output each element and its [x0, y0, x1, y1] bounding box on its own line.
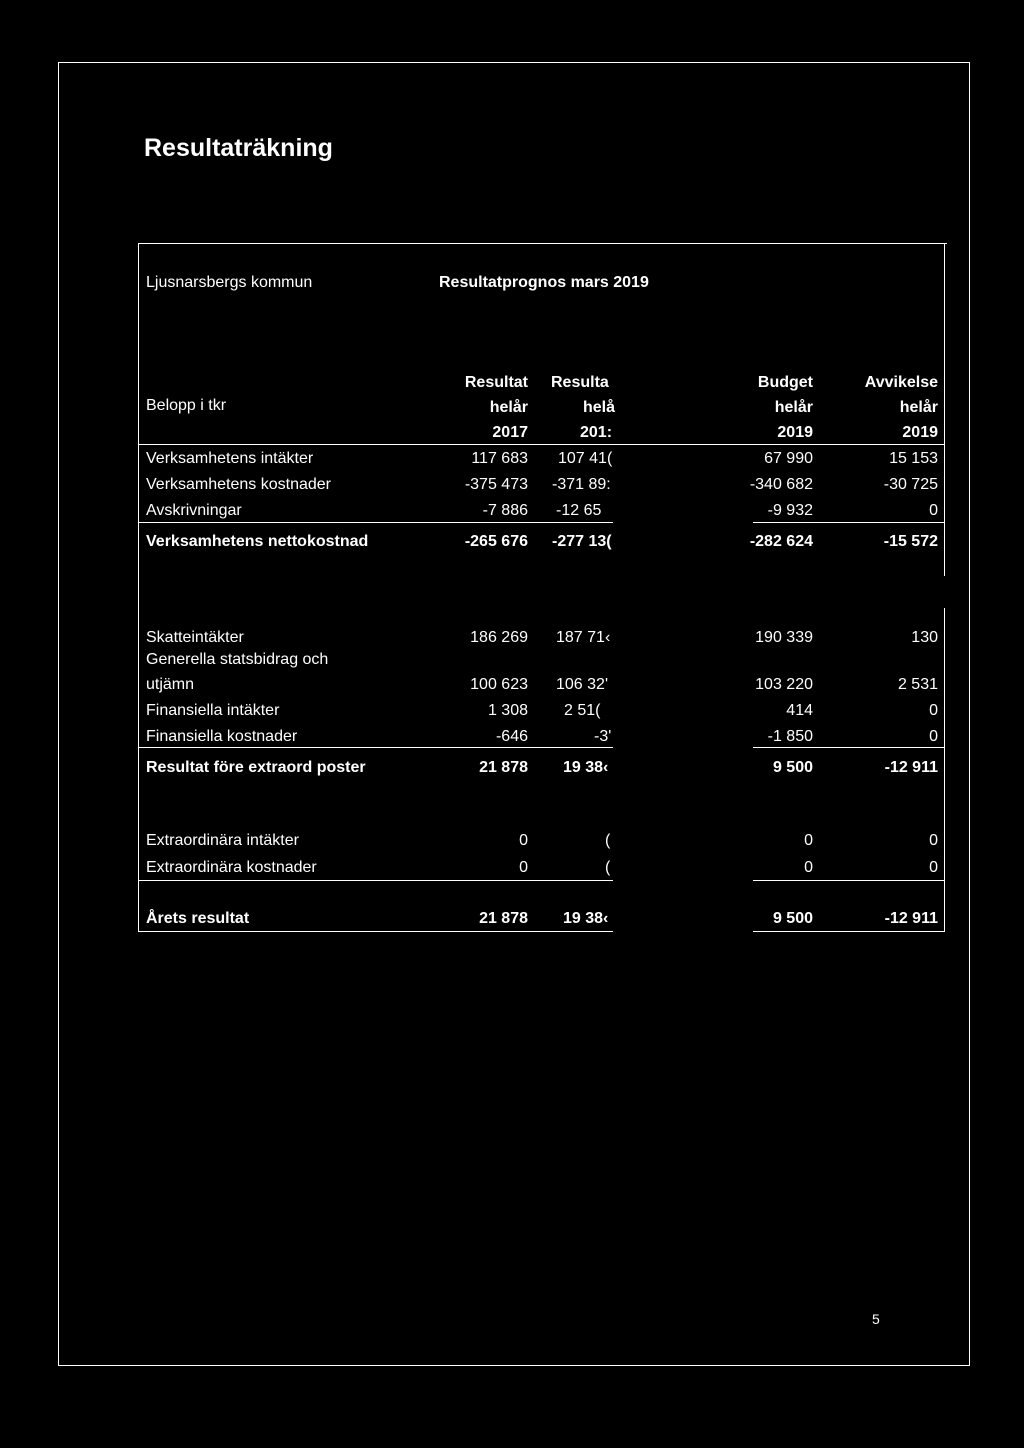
row-label: Verksamhetens kostnader	[146, 476, 331, 493]
cell-budget: -282 624	[749, 533, 813, 550]
subtotal-line-right	[753, 522, 945, 523]
cell-budget: 9 500	[772, 759, 813, 776]
col-header-result-2017-l2: helår	[489, 399, 528, 416]
col-header-result-2018-l3: 201:	[580, 424, 613, 441]
cell-2018: (	[605, 832, 611, 849]
cell-2017: 0	[519, 832, 528, 849]
municipality-name: Ljusnarsbergs kommun	[146, 274, 313, 291]
cell-2017: 186 269	[470, 629, 528, 646]
subtotal-line-right	[753, 880, 945, 881]
cell-budget: 9 500	[772, 910, 813, 927]
cell-budget: 0	[804, 832, 813, 849]
cell-deviation: -15 572	[883, 533, 938, 550]
row-label: Extraordinära kostnader	[146, 859, 317, 876]
col-header-result-2017-l3: 2017	[492, 424, 528, 441]
cell-2017: 117 683	[471, 450, 528, 467]
cell-deviation: 15 153	[889, 450, 938, 467]
subtotal-line-left	[138, 880, 613, 881]
cell-2017: -7 886	[482, 502, 528, 519]
page-number: 5	[872, 1311, 880, 1327]
subtotal-line-left	[138, 747, 613, 748]
col-header-result-2018-l1: Resulta	[551, 374, 609, 391]
row-label: Resultat före extraord poster	[146, 759, 366, 776]
cell-2017: 1 308	[487, 702, 528, 719]
cell-2018: 107 41(	[558, 450, 613, 467]
report-title: Resultatprognos mars 2019	[439, 274, 649, 291]
cell-budget: 414	[786, 702, 813, 719]
cell-2018: 2 51(	[564, 702, 601, 719]
subtotal-line-left	[138, 522, 613, 523]
table-right-border	[944, 243, 945, 576]
row-label-line1: Generella statsbidrag och	[146, 651, 329, 668]
cell-2018: -371 89:	[552, 476, 611, 493]
col-header-budget-l3: 2019	[777, 424, 813, 441]
cell-budget: -1 850	[767, 728, 813, 745]
cell-2018: 19 38‹	[563, 910, 609, 927]
table-right-border-lower	[944, 608, 945, 932]
cell-budget: 103 220	[755, 676, 813, 693]
cell-2017: 21 878	[479, 759, 528, 776]
row-header-amount: Belopp i tkr	[146, 397, 227, 414]
cell-deviation: 0	[929, 702, 938, 719]
cell-deviation: 2 531	[897, 676, 938, 693]
cell-2018: -12 65	[556, 502, 602, 519]
cell-deviation: 130	[911, 629, 938, 646]
cell-2018: -277 13(	[552, 533, 612, 550]
row-label: Verksamhetens intäkter	[146, 450, 314, 467]
cell-2017: 0	[519, 859, 528, 876]
cell-deviation: 0	[929, 859, 938, 876]
cell-deviation: 0	[929, 832, 938, 849]
cell-budget: 0	[804, 859, 813, 876]
total-line-right	[753, 931, 945, 932]
row-label: Årets resultat	[146, 910, 250, 927]
cell-2018: 19 38‹	[563, 759, 609, 776]
income-statement-table	[138, 243, 947, 932]
page-title: Resultaträkning	[144, 134, 333, 162]
cell-2018: 106 32'	[556, 676, 608, 693]
cell-2018: 187 71‹	[556, 629, 611, 646]
row-label: Avskrivningar	[146, 502, 242, 519]
cell-2018: -3'	[594, 728, 612, 745]
cell-deviation: 0	[929, 502, 938, 519]
row-label: Extraordinära intäkter	[146, 832, 299, 849]
cell-deviation: -12 911	[884, 759, 938, 776]
subtotal-line-right	[753, 747, 945, 748]
cell-2018: (	[605, 859, 611, 876]
cell-deviation: -30 725	[883, 476, 938, 493]
row-label: Verksamhetens nettokostnad	[146, 533, 369, 550]
col-header-result-2017-l1: Resultat	[464, 374, 528, 391]
col-header-budget-l2: helår	[774, 399, 813, 416]
cell-2017: -646	[495, 728, 528, 745]
col-header-result-2018-l2: helå	[583, 399, 616, 416]
cell-2017: 21 878	[479, 910, 528, 927]
cell-budget: -9 932	[767, 502, 813, 519]
cell-2017: -265 676	[464, 533, 528, 550]
cell-budget: 190 339	[755, 629, 813, 646]
row-label-line2: utjämn	[146, 676, 195, 693]
col-header-deviation-l1: Avvikelse	[864, 374, 938, 391]
cell-deviation: 0	[929, 728, 938, 745]
row-label: Finansiella intäkter	[146, 702, 280, 719]
total-line-left	[138, 931, 613, 932]
cell-2017: 100 623	[470, 676, 528, 693]
cell-2017: -375 473	[464, 476, 528, 493]
col-header-deviation-l2: helår	[899, 399, 938, 416]
row-label: Finansiella kostnader	[146, 728, 298, 745]
cell-budget: 67 990	[764, 450, 813, 467]
col-header-deviation-l3: 2019	[902, 424, 938, 441]
cell-budget: -340 682	[749, 476, 813, 493]
row-label: Skatteintäkter	[146, 629, 244, 646]
col-header-budget-l1: Budget	[757, 374, 813, 391]
header-divider	[138, 444, 945, 445]
cell-deviation: -12 911	[884, 910, 938, 927]
